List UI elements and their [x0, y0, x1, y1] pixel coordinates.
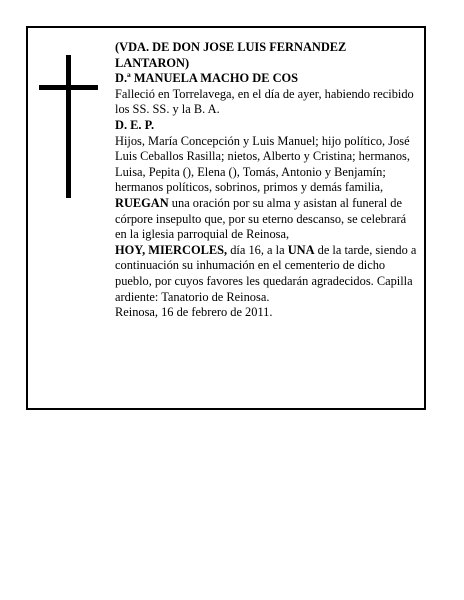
deceased-name: D.ª MANUELA MACHO DE COS: [115, 71, 299, 86]
ruegan-word: RUEGAN: [115, 195, 169, 210]
family-list: Hijos, María Concepción y Luis Manuel; hijo político, José Luis Ceballos Rasilla; nietos, Alberto y Cristina; hermanos, Luisa, Pepita (), Elena (), Tomás, Antonio y Benjamín; hermanos políticos, sobrinos, primos y demás familia,: [115, 133, 410, 195]
hoy-word: HOY, MIERCOLES,: [115, 242, 228, 257]
rip-line: D. E. P.: [115, 117, 155, 132]
una-word: UNA: [287, 242, 315, 257]
ruegan-text: una oración por su alma y asistan al funeral de córpore insepulto que, por su eterno descanso, se celebrará en la iglesia parroquial de Reinosa,: [115, 195, 407, 242]
hoy-text-2: de la tarde, siendo a continuación su inhumación en el cementerio de dicho pueblo, por cuyos favores les quedarán agradecidos. Capilla ardiente: Tanatorio de Reinosa.: [115, 242, 417, 304]
prayer-request: [115, 196, 420, 243]
obituary-notice: [26, 26, 426, 410]
death-announcement: Falleció en Torrelavega, en el día de ayer, habiendo recibido los SS. SS. y la B. A.: [115, 86, 414, 117]
place-date: Reinosa, 16 de febrero de 2011.: [115, 305, 273, 320]
hoy-text-1: día 16, a la: [227, 242, 288, 257]
widow-of-line: (VDA. DE DON JOSE LUIS FERNANDEZ LANTARON): [115, 40, 347, 70]
funeral-details: [115, 243, 420, 305]
obituary-text: [115, 40, 420, 321]
cross-icon: [66, 55, 71, 198]
cross-icon-bar: [39, 85, 98, 90]
